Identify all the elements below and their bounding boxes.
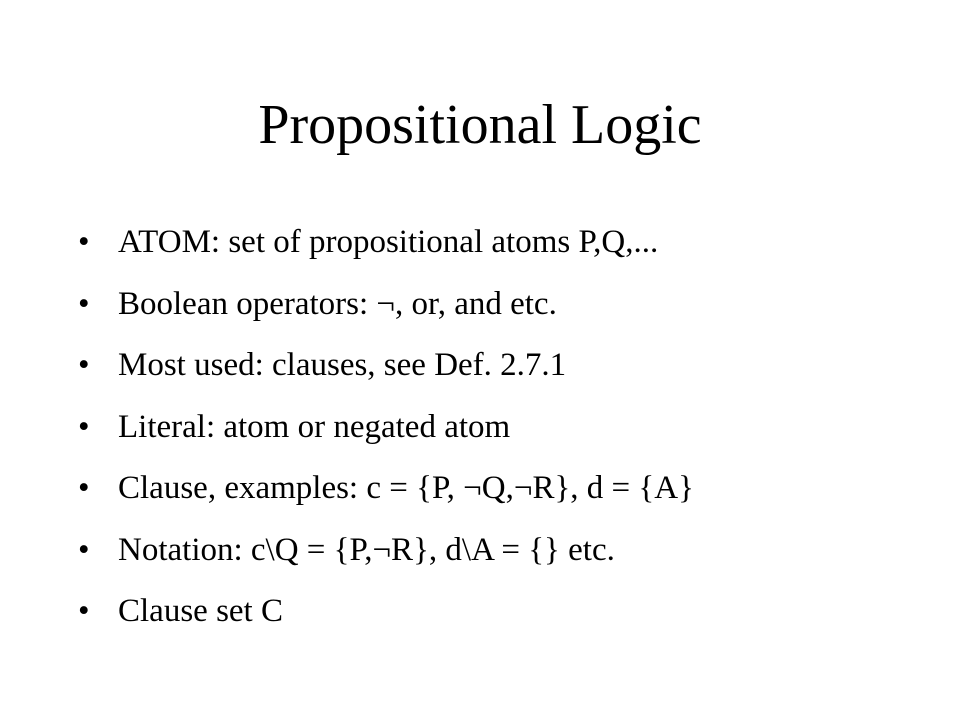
bullet-icon: • <box>78 531 90 568</box>
bullet-text: Clause, examples: c = {P, ¬Q,¬R}, d = {A} <box>118 470 694 506</box>
bullet-list <box>78 216 694 647</box>
bullet-icon: • <box>78 224 90 260</box>
bullet-text: Clause set C <box>118 593 283 629</box>
slide-title: Propositional Logic <box>258 94 702 156</box>
bullet-item <box>78 401 694 463</box>
bullet-item <box>78 216 694 278</box>
bullet-icon: • <box>78 408 90 445</box>
bullet-item <box>78 462 694 524</box>
bullet-icon: • <box>78 285 90 322</box>
bullet-text: ATOM: set of propositional atoms P,Q,... <box>118 224 659 260</box>
bullet-text: Notation: c\Q = {P,¬R}, d\A = {} etc. <box>118 531 615 568</box>
bullet-icon: • <box>78 593 90 629</box>
bullet-icon: • <box>78 470 90 506</box>
bullet-text: Most used: clauses, see Def. 2.7.1 <box>118 347 567 383</box>
bullet-item <box>78 278 694 340</box>
bullet-item <box>78 585 694 647</box>
bullet-text: Literal: atom or negated atom <box>118 408 511 445</box>
bullet-text: Boolean operators: ¬, or, and etc. <box>118 285 557 322</box>
bullet-item <box>78 524 694 586</box>
bullet-icon: • <box>78 347 90 383</box>
bullet-item <box>78 339 694 401</box>
